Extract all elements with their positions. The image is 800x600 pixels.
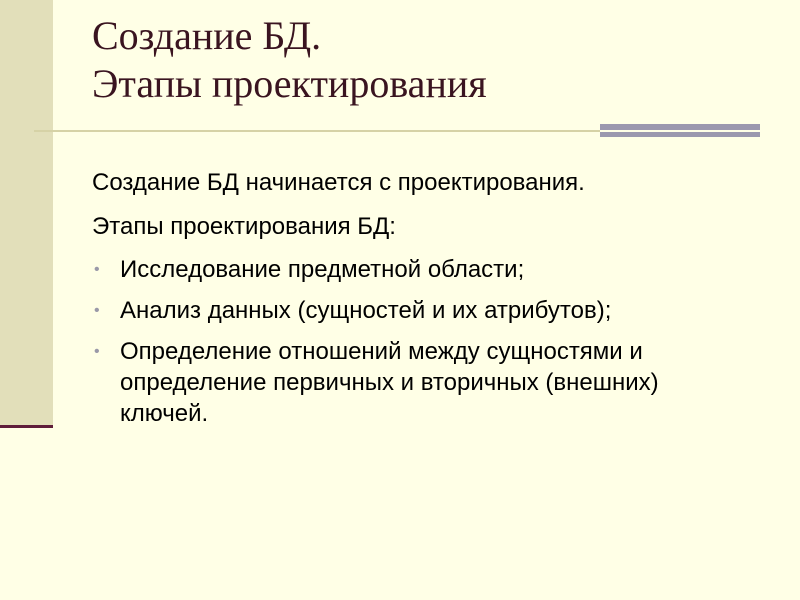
stages-list — [92, 254, 752, 429]
stages-heading: Этапы проектирования БД: — [92, 213, 396, 240]
list-item-text: Исследование предметной области; — [120, 256, 525, 283]
bullet-dot-icon: • — [94, 261, 100, 278]
slide-title — [92, 12, 772, 108]
title-line-1: Создание БД. — [92, 13, 322, 58]
list-item — [92, 336, 752, 429]
list-item — [92, 295, 752, 326]
title-divider-rule — [34, 130, 600, 132]
bullet-dot-icon: • — [94, 343, 100, 360]
list-item — [92, 254, 752, 285]
left-band-accent-line — [0, 425, 53, 428]
list-item-text: Анализ данных (сущностей и их атрибутов); — [120, 297, 612, 324]
slide-body — [92, 166, 752, 439]
bullet-dot-icon: • — [94, 302, 100, 319]
title-line-2: Этапы проектирования — [92, 61, 487, 106]
divider-accent-stripe — [600, 130, 760, 132]
intro-paragraph: Создание БД начинается с проектирования. — [92, 169, 585, 196]
list-item-text: Определение отношений между сущностями и определение первичных и вторичных (внешних) ключей. — [120, 338, 659, 427]
left-decorative-band — [0, 0, 53, 428]
